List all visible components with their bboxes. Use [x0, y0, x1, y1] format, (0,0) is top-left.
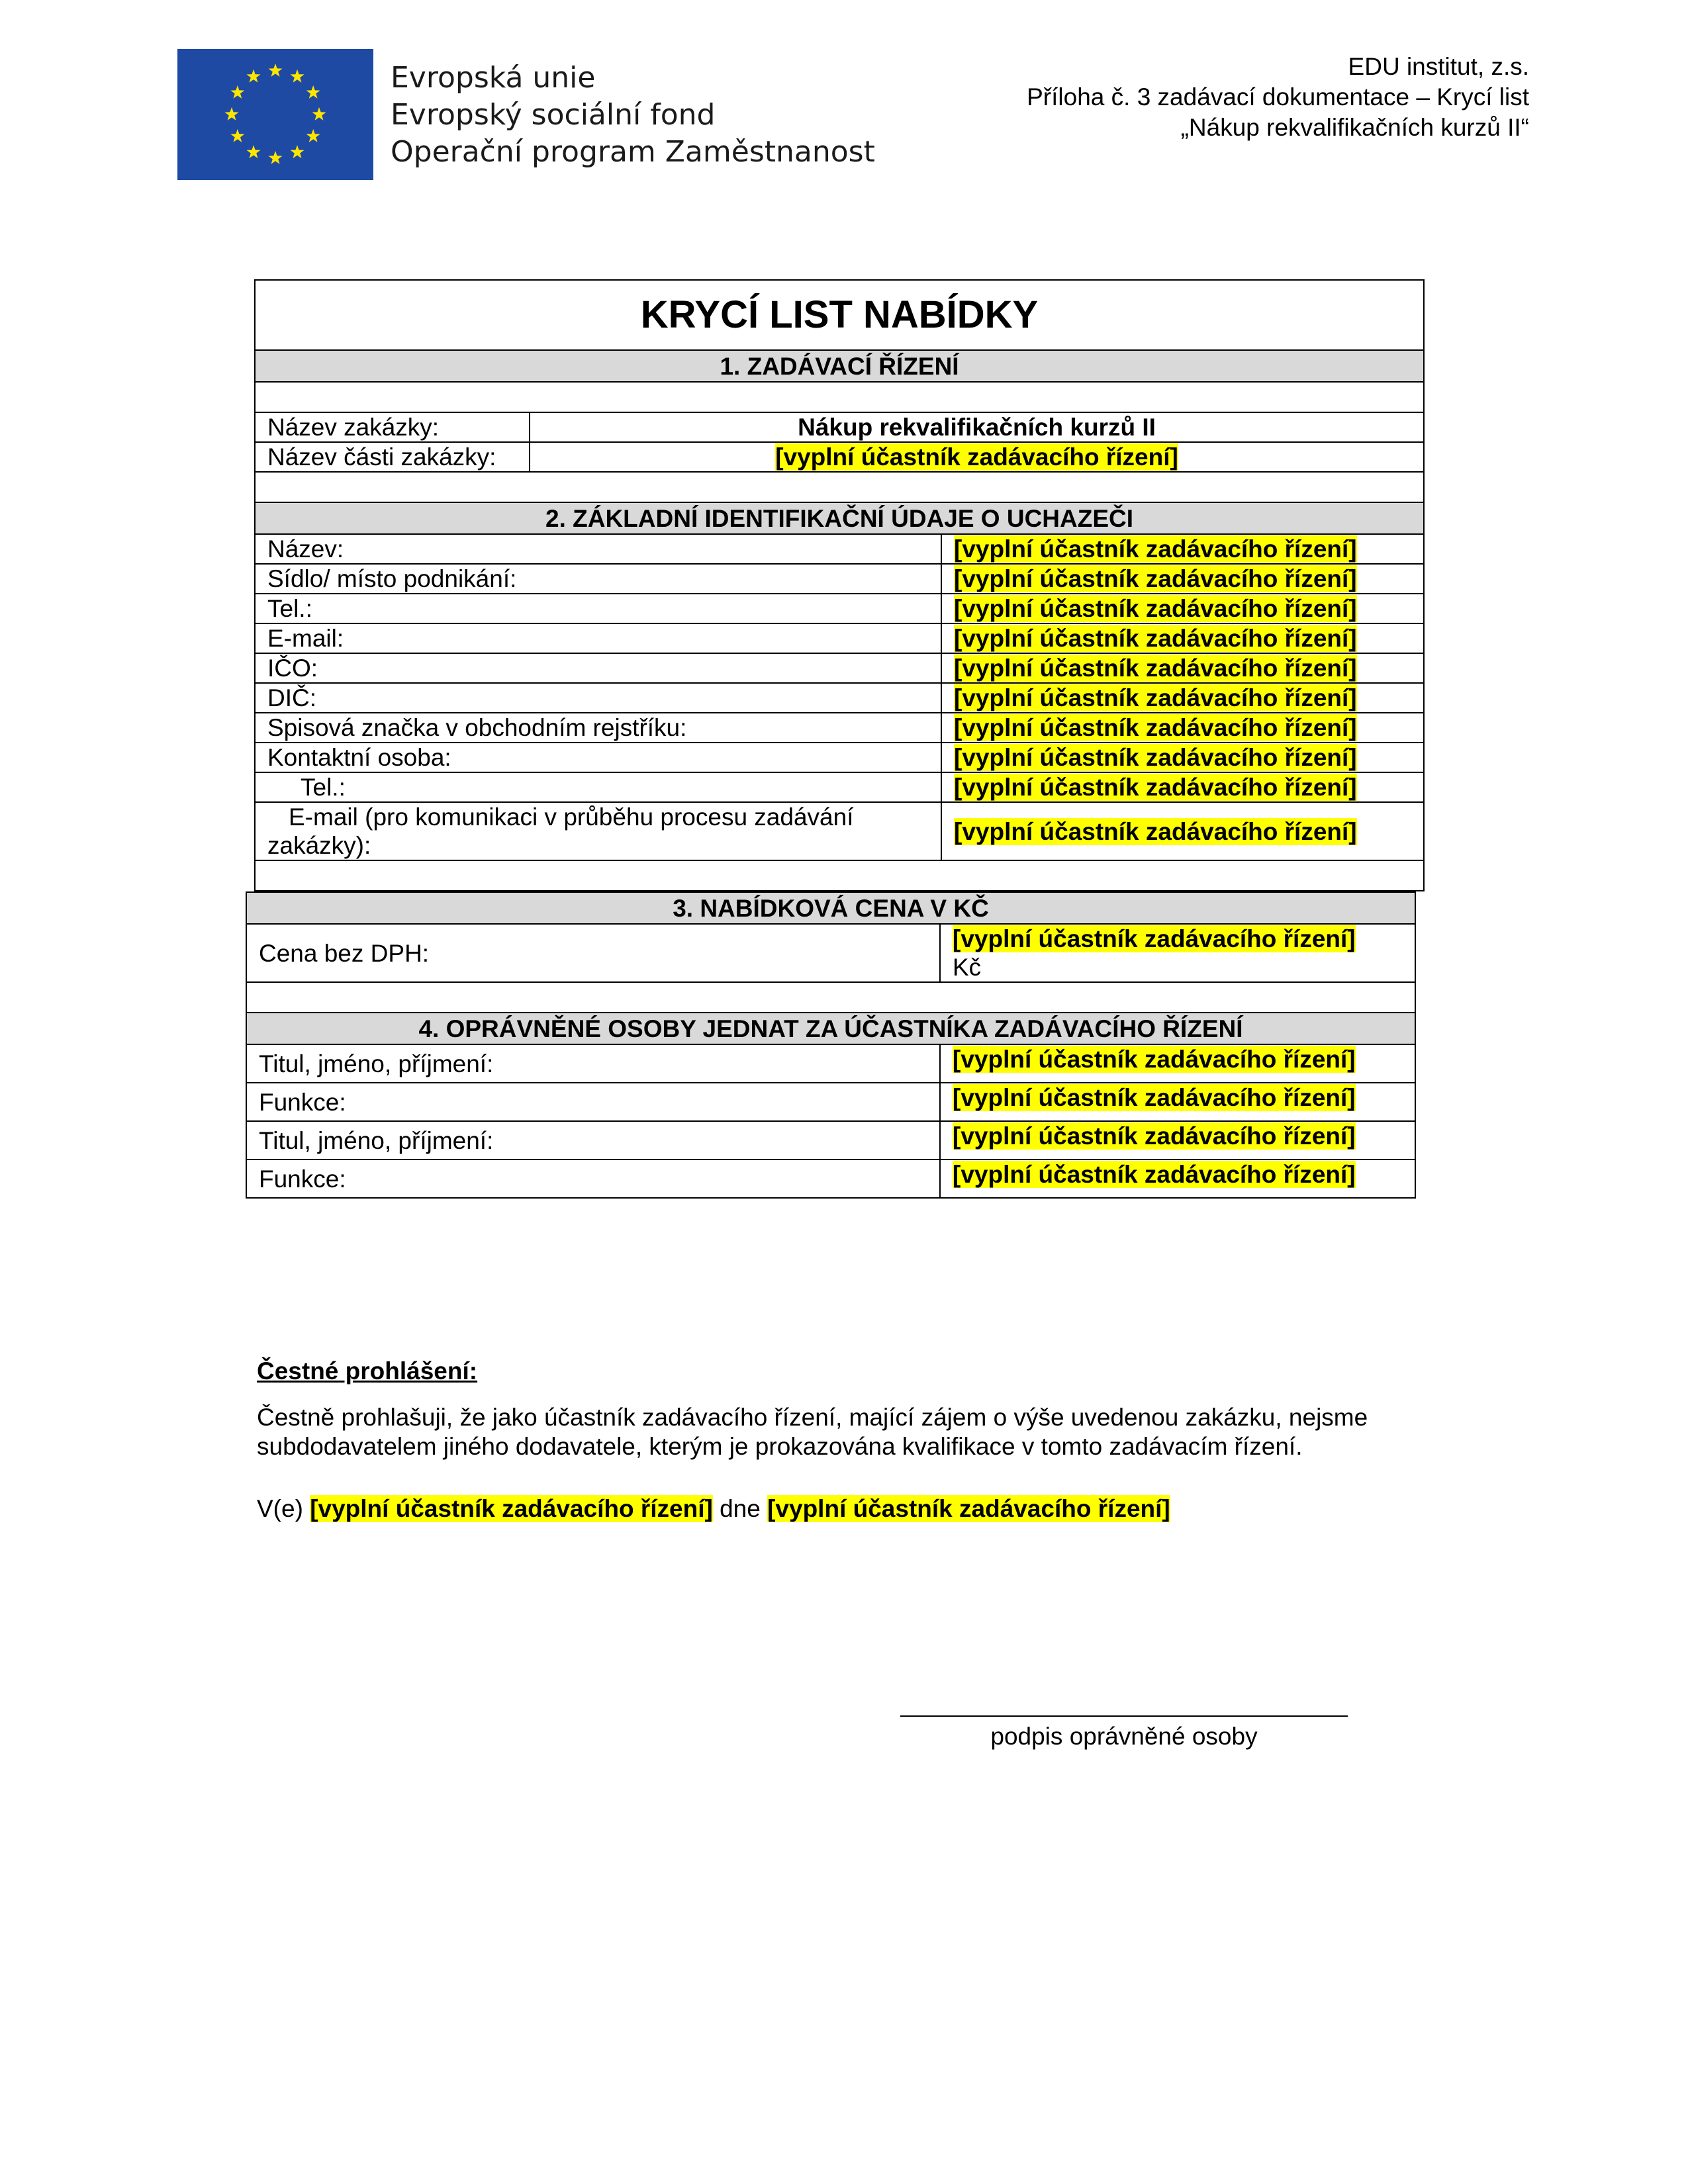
field-value[interactable]: [941, 534, 1424, 564]
field-label: [255, 772, 941, 802]
contract-part-field[interactable]: [530, 442, 1424, 472]
placeholder-text: [vyplní účastník zadávacího řízení]: [954, 774, 1357, 801]
field-value[interactable]: [941, 802, 1424, 860]
field-label: E-mail:: [255, 623, 941, 653]
declaration-title: Čestné prohlášení:: [257, 1357, 478, 1385]
field-label-text: Tel.:: [301, 774, 346, 801]
star-icon: [247, 145, 261, 158]
field-value[interactable]: [941, 743, 1424, 772]
place-date-line: [257, 1494, 1462, 1524]
logo-line-op: Operační program Zaměstnanost: [391, 135, 875, 169]
placeholder-text: [vyplní účastník zadávacího řízení]: [953, 1084, 1356, 1111]
table-row: [255, 713, 1424, 743]
form-table-upper: [254, 279, 1425, 891]
table-row: [255, 412, 1424, 442]
logo-line-esf: Evropský sociální fond: [391, 98, 716, 132]
field-value[interactable]: [940, 1160, 1415, 1198]
field-value[interactable]: [940, 1083, 1415, 1121]
table-row: [246, 1121, 1415, 1160]
contract-part-label: Název části zakázky:: [255, 442, 530, 472]
star-icon: [269, 151, 283, 164]
placeholder-text: [vyplní účastník zadávacího řízení]: [954, 817, 1357, 845]
date-prefix: dne: [720, 1495, 761, 1522]
star-icon: [291, 145, 305, 158]
table-row: [255, 594, 1424, 623]
date-field[interactable]: [vyplní účastník zadávacího řízení]: [767, 1495, 1170, 1522]
placeholder-text: [vyplní účastník zadávacího řízení]: [954, 595, 1357, 622]
table-row: [255, 623, 1424, 653]
field-label: IČO:: [255, 653, 941, 683]
field-value[interactable]: [941, 653, 1424, 683]
form-title: KRYCÍ LIST NABÍDKY: [255, 280, 1424, 350]
blank-row: [255, 472, 1424, 502]
placeholder-text: [vyplní účastník zadávacího řízení]: [954, 714, 1357, 741]
field-value[interactable]: [941, 713, 1424, 743]
field-label: Funkce:: [246, 1083, 940, 1121]
section2-heading: 2. ZÁKLADNÍ IDENTIFIKAČNÍ ÚDAJE O UCHAZEČI: [255, 502, 1424, 534]
field-value[interactable]: [941, 564, 1424, 594]
price-label: Cena bez DPH:: [246, 924, 940, 982]
star-icon: [247, 69, 261, 83]
field-label: Funkce:: [246, 1160, 940, 1198]
field-value[interactable]: [940, 1121, 1415, 1160]
contract-name-label: Název zakázky:: [255, 412, 530, 442]
table-row: [255, 442, 1424, 472]
table-row: [246, 1044, 1415, 1083]
table-row: [255, 564, 1424, 594]
placeholder-text: [vyplní účastník zadávacího řízení]: [954, 535, 1357, 563]
section3-heading: 3. NABÍDKOVÁ CENA V KČ: [246, 892, 1415, 924]
placeholder-text: [vyplní účastník zadávacího řízení]: [953, 1046, 1356, 1073]
star-icon: [306, 129, 320, 142]
field-label: Tel.:: [255, 594, 941, 623]
field-label: Sídlo/ místo podnikání:: [255, 564, 941, 594]
star-icon: [306, 85, 320, 99]
table-row: [255, 534, 1424, 564]
field-label: DIČ:: [255, 683, 941, 713]
table-row: [255, 743, 1424, 772]
table-row: [246, 924, 1415, 982]
table-row: [255, 772, 1424, 802]
header-project: „Nákup rekvalifikačních kurzů II“: [1180, 114, 1529, 141]
field-label: Kontaktní osoba:: [255, 743, 941, 772]
star-icon: [312, 107, 326, 120]
price-field[interactable]: [940, 924, 1415, 982]
logo-line-eu: Evropská unie: [391, 61, 596, 95]
header-attachment: Příloha č. 3 zadávací dokumentace – Krycí list: [1027, 83, 1529, 111]
eu-flag-icon: [177, 49, 373, 180]
currency-label: Kč: [953, 954, 982, 981]
logo-block: [177, 49, 875, 181]
placeholder-text: [vyplní účastník zadávacího řízení]: [954, 655, 1357, 682]
document-header: [1027, 52, 1529, 143]
star-icon: [291, 69, 305, 83]
signature-block: [900, 1715, 1348, 1751]
field-value[interactable]: [941, 623, 1424, 653]
honest-declaration: [257, 1357, 1462, 1524]
table-row: [255, 683, 1424, 713]
table-row: [246, 1083, 1415, 1121]
form-table-lower: [246, 891, 1416, 1199]
placeholder-text: [vyplní účastník zadávacího řízení]: [954, 625, 1357, 652]
field-label: Titul, jméno, příjmení:: [246, 1121, 940, 1160]
placeholder-text: [vyplní účastník zadávacího řízení]: [954, 565, 1357, 592]
placeholder-text: [vyplní účastník zadávacího řízení]: [953, 1122, 1356, 1150]
signature-label: podpis oprávněné osoby: [990, 1723, 1258, 1750]
star-icon: [230, 129, 244, 142]
placeholder-text: [vyplní účastník zadávacího řízení]: [954, 684, 1357, 711]
blank-row: [255, 382, 1424, 412]
cover-sheet-form: [254, 279, 1423, 1199]
blank-row: [246, 982, 1415, 1013]
field-value[interactable]: [941, 772, 1424, 802]
field-label: Spisová značka v obchodním rejstříku:: [255, 713, 941, 743]
field-value[interactable]: [940, 1044, 1415, 1083]
field-label: Název:: [255, 534, 941, 564]
field-value[interactable]: [941, 683, 1424, 713]
header-organization: EDU institut, z.s.: [1348, 53, 1529, 80]
placeholder-text: [vyplní účastník zadávacího řízení]: [775, 443, 1178, 471]
star-icon: [230, 85, 244, 99]
table-row: [246, 1160, 1415, 1198]
contract-name-value: Nákup rekvalifikačních kurzů II: [530, 412, 1424, 442]
placeholder-text: [vyplní účastník zadávacího řízení]: [953, 1161, 1356, 1188]
table-row: [255, 653, 1424, 683]
placeholder-text: [vyplní účastník zadávacího řízení]: [953, 925, 1356, 952]
section4-heading: 4. OPRÁVNĚNÉ OSOBY JEDNAT ZA ÚČASTNÍKA ZADÁVACÍHO ŘÍZENÍ: [246, 1013, 1415, 1044]
star-icon: [269, 64, 283, 77]
place-field[interactable]: [vyplní účastník zadávacího řízení]: [310, 1495, 713, 1522]
logo-text: [391, 60, 875, 171]
star-icon: [225, 107, 239, 120]
declaration-text: Čestně prohlašuji, že jako účastník zadávacího řízení, mající zájem o výše uvedenou zakázku, nejsme subdodavatelem jiného dodavatele, kterým je prokazována kvalifikace v tomto zadávacím řízení.: [257, 1404, 1368, 1460]
table-row: [255, 802, 1424, 860]
place-prefix: V(e): [257, 1495, 303, 1522]
section1-heading: 1. ZADÁVACÍ ŘÍZENÍ: [255, 350, 1424, 382]
field-value[interactable]: [941, 594, 1424, 623]
blank-row: [255, 860, 1424, 891]
field-label: E-mail (pro komunikaci v průběhu procesu zadávání zakázky):: [255, 802, 941, 860]
field-label: Titul, jméno, příjmení:: [246, 1044, 940, 1083]
placeholder-text: [vyplní účastník zadávacího řízení]: [954, 744, 1357, 771]
